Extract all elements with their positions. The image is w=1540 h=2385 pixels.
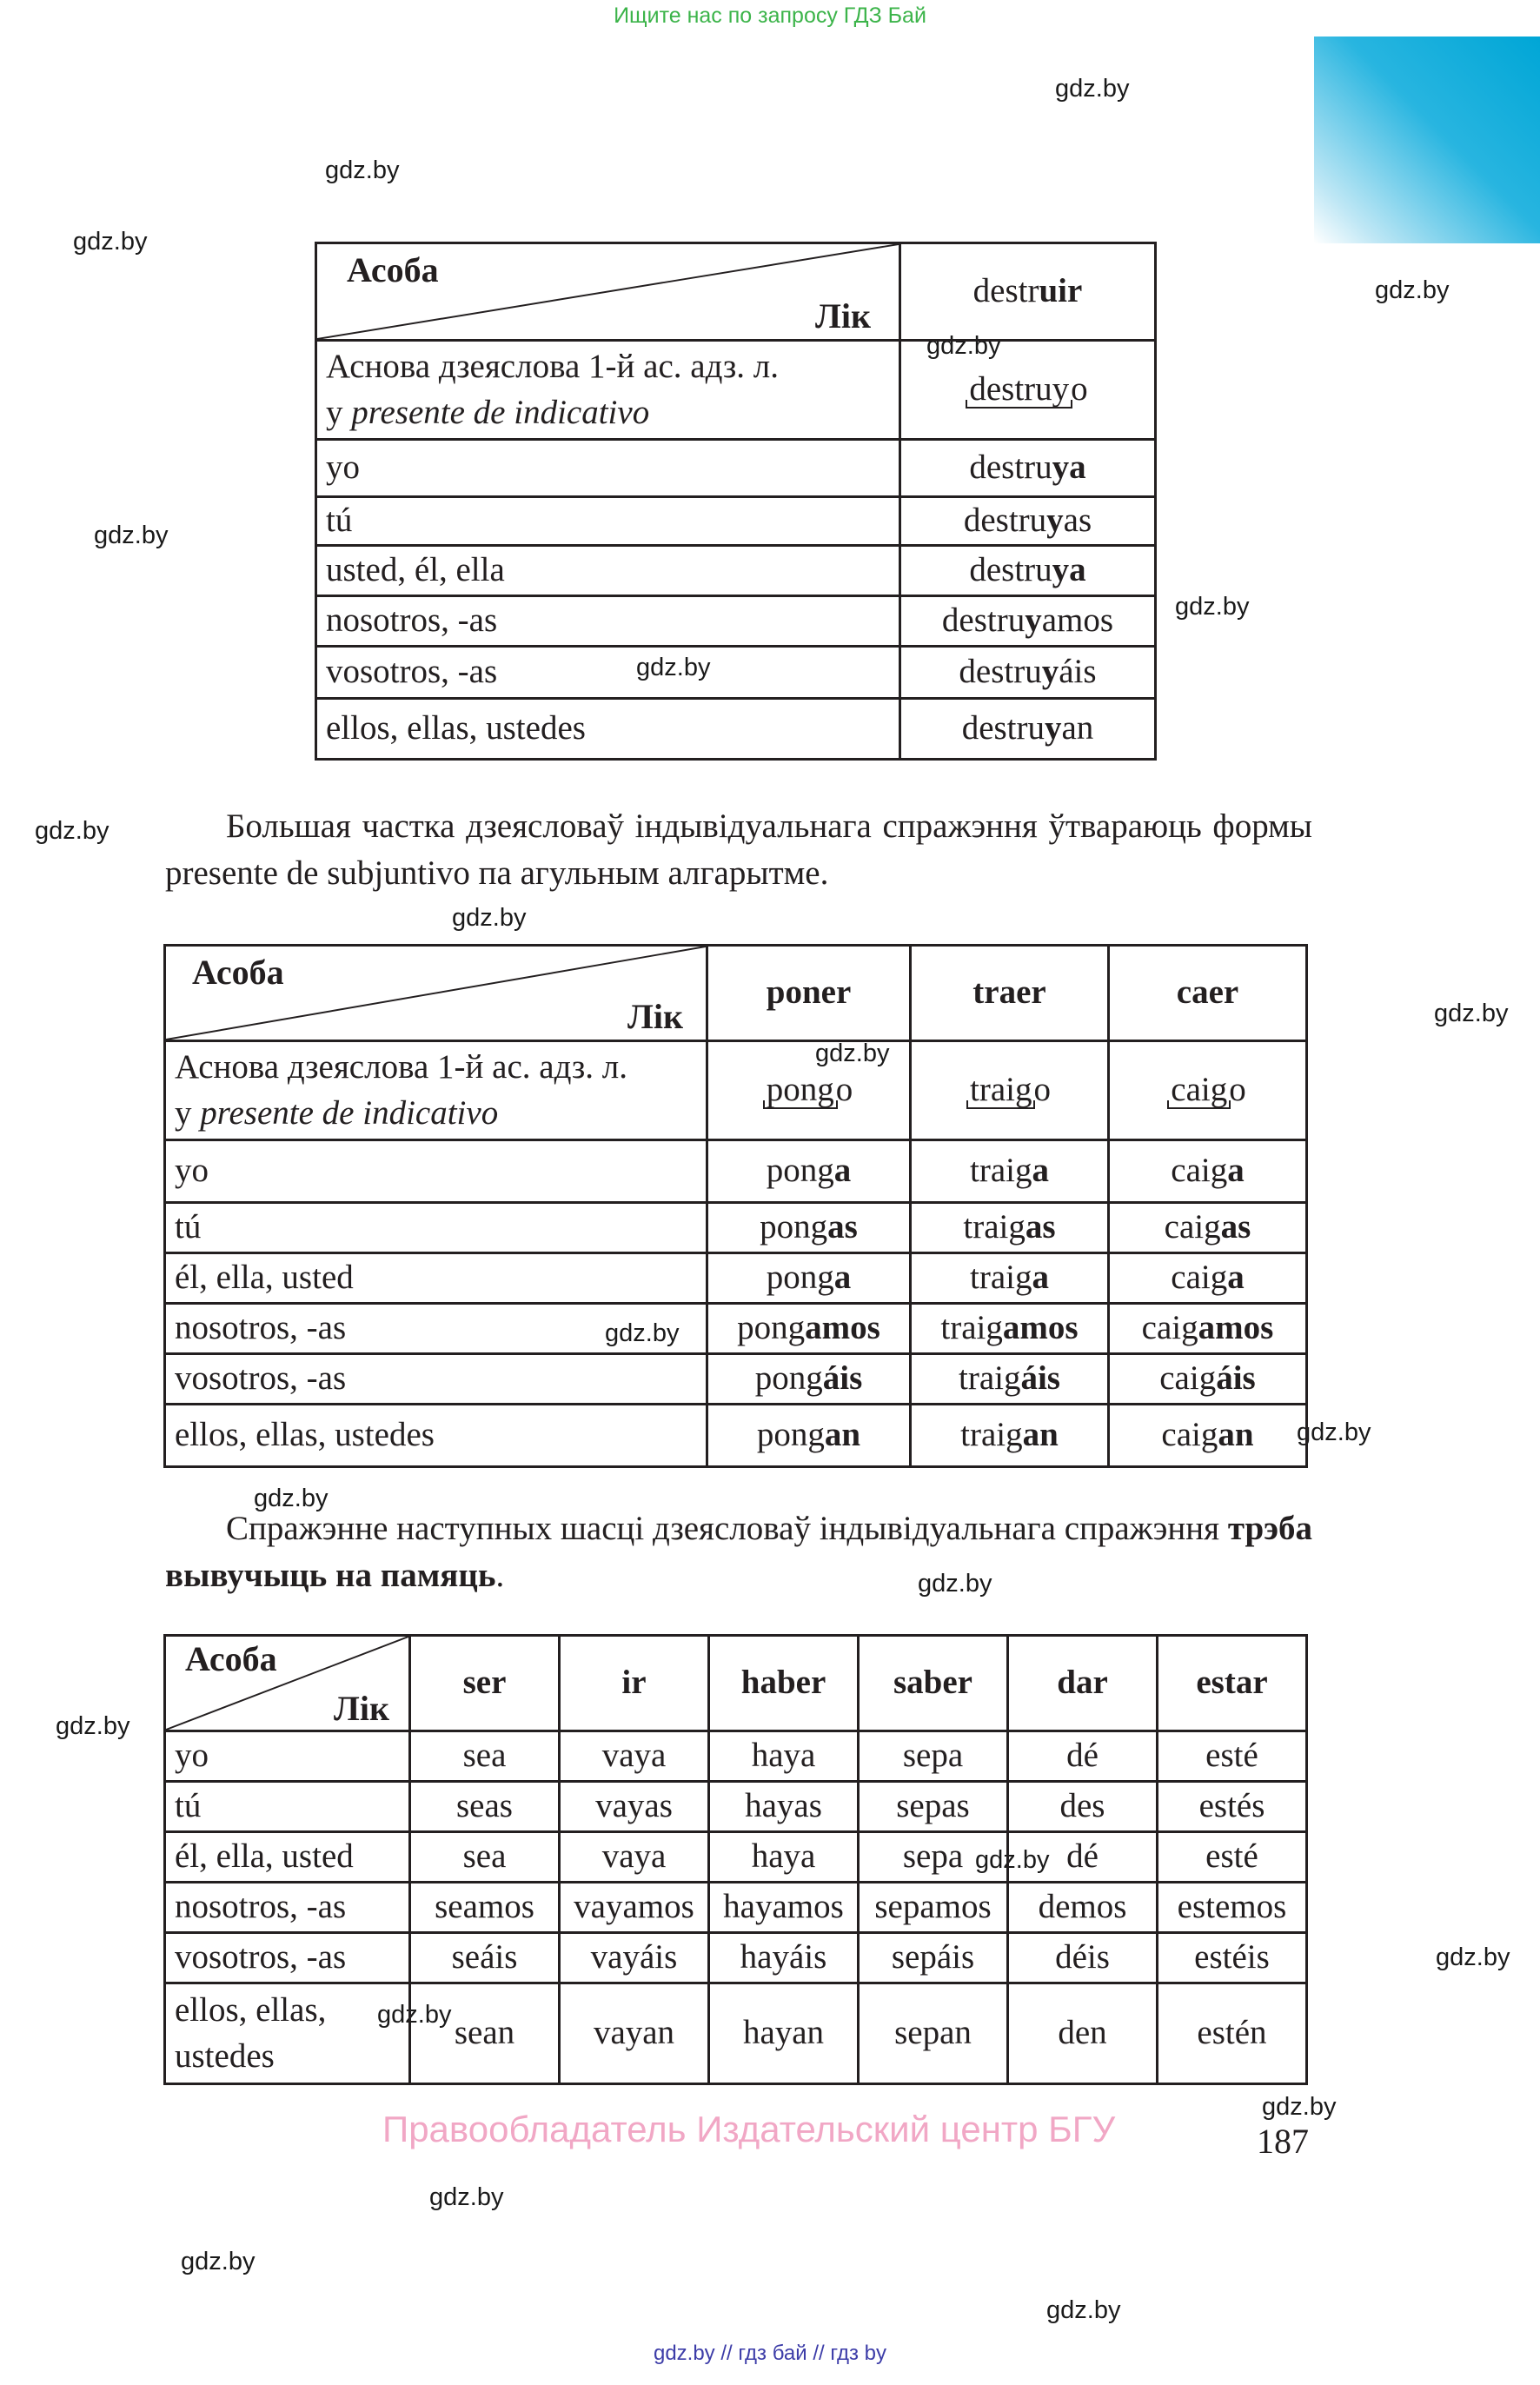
form-cell: caiga — [1109, 1253, 1307, 1304]
form-cell: vayamos — [560, 1883, 709, 1933]
form-cell: haya — [709, 1832, 859, 1883]
header-note: Ищите нас по запросу ГДЗ Бай — [614, 3, 926, 28]
watermark: gdz.by — [377, 2001, 452, 2029]
stem-form-cell: traigo — [911, 1041, 1109, 1140]
form-cell: sea — [410, 1832, 560, 1883]
form-cell: vayas — [560, 1782, 709, 1832]
form-cell: hayan — [709, 1983, 859, 2084]
conjugation-table-destruir — [315, 242, 1157, 761]
watermark: gdz.by — [181, 2248, 256, 2275]
watermark: gdz.by — [1262, 2093, 1337, 2121]
footer-note: gdz.by // гдз бай // гдз by — [653, 2342, 887, 2365]
form-cell: estés — [1158, 1782, 1307, 1832]
form-cell: pongas — [707, 1203, 911, 1253]
watermark: gdz.by — [35, 817, 110, 845]
verb-header: traer — [911, 946, 1109, 1041]
watermark: gdz.by — [605, 1319, 680, 1347]
form-cell: caigamos — [1109, 1304, 1307, 1354]
corner-label-number: Лік — [815, 296, 871, 335]
page-number: 187 — [1257, 2122, 1309, 2161]
form-cell: traigan — [911, 1405, 1109, 1467]
form-cell: destruya — [900, 440, 1156, 497]
watermark: gdz.by — [815, 1040, 890, 1067]
person-cell: él, ella, usted — [165, 1832, 410, 1883]
copyright-notice: Правообладатель Издательский центр БГУ — [382, 2109, 1116, 2149]
form-cell: traiga — [911, 1140, 1109, 1203]
person-cell: usted, él, ella — [316, 546, 900, 596]
table-corner-cell — [316, 243, 900, 341]
form-cell: sepáis — [859, 1933, 1008, 1983]
person-cell: tú — [165, 1203, 707, 1253]
watermark: gdz.by — [1055, 75, 1130, 103]
form-cell: sean — [410, 1983, 560, 2084]
person-cell: ellos, ellas, ustedes — [165, 1405, 707, 1467]
form-cell: vayan — [560, 1983, 709, 2084]
form-cell: traiga — [911, 1253, 1109, 1304]
form-cell: destruyáis — [900, 647, 1156, 699]
person-cell: ellos, ellas, ustedes — [316, 699, 900, 760]
form-cell: destruya — [900, 546, 1156, 596]
form-cell: des — [1008, 1782, 1158, 1832]
form-cell: seáis — [410, 1933, 560, 1983]
form-cell: estemos — [1158, 1883, 1307, 1933]
person-cell: tú — [165, 1782, 410, 1832]
watermark: gdz.by — [254, 1485, 329, 1512]
form-cell: ponga — [707, 1253, 911, 1304]
form-cell: vayáis — [560, 1933, 709, 1983]
watermark: gdz.by — [918, 1570, 992, 1598]
person-cell: nosotros, -as — [316, 596, 900, 647]
watermark: gdz.by — [926, 332, 1001, 360]
watermark: gdz.by — [325, 156, 400, 184]
watermark: gdz.by — [452, 904, 527, 932]
watermark: gdz.by — [1434, 1000, 1509, 1027]
person-cell: vosotros, -as — [165, 1354, 707, 1405]
form-cell: estén — [1158, 1983, 1307, 2084]
person-cell: tú — [316, 497, 900, 546]
stem-label-cell: Аснова дзеяслова 1-й ас. адз. л. у presente de indicativo — [316, 341, 900, 440]
verb-header: poner — [707, 946, 911, 1041]
corner-label-person: Асоба — [185, 1639, 277, 1678]
form-cell: dé — [1008, 1832, 1158, 1883]
stem-form-cell: pongo — [707, 1041, 911, 1140]
conjugation-table-irregular — [163, 1634, 1308, 2085]
form-cell: traigamos — [911, 1304, 1109, 1354]
watermark: gdz.by — [94, 522, 169, 549]
form-cell: sepa — [859, 1731, 1008, 1782]
form-cell: sepan — [859, 1983, 1008, 2084]
corner-decoration — [1314, 37, 1540, 243]
watermark: gdz.by — [1436, 1943, 1510, 1971]
form-cell: pongáis — [707, 1354, 911, 1405]
form-cell: sepas — [859, 1782, 1008, 1832]
table-corner-cell — [165, 946, 707, 1041]
corner-label-number: Лік — [334, 1689, 389, 1728]
verb-header: ir — [560, 1636, 709, 1731]
form-cell: caiga — [1109, 1140, 1307, 1203]
watermark: gdz.by — [429, 2183, 504, 2211]
watermark: gdz.by — [636, 654, 711, 681]
watermark: gdz.by — [1046, 2296, 1121, 2324]
person-cell: ellos, ellas, ustedes — [165, 1983, 410, 2084]
person-cell: yo — [165, 1731, 410, 1782]
form-cell: sea — [410, 1731, 560, 1782]
form-cell: esté — [1158, 1731, 1307, 1782]
form-cell: traigas — [911, 1203, 1109, 1253]
watermark: gdz.by — [1175, 593, 1250, 621]
paragraph-2: Спражэнне наступных шасці дзеясловаў індывідуальнага спражэння трэба вывучыць на памяць. — [165, 1510, 1312, 1594]
form-cell: esté — [1158, 1832, 1307, 1883]
form-cell: pongan — [707, 1405, 911, 1467]
form-cell: destruyan — [900, 699, 1156, 760]
corner-label-number: Лік — [627, 997, 683, 1036]
person-cell: yo — [316, 440, 900, 497]
table-corner-cell — [165, 1636, 410, 1731]
watermark: gdz.by — [975, 1846, 1050, 1874]
stem-label-cell: Аснова дзеяслова 1-й ас. адз. л. у presente de indicativo — [165, 1041, 707, 1140]
form-cell: caigáis — [1109, 1354, 1307, 1405]
form-cell: hayáis — [709, 1933, 859, 1983]
person-cell: nosotros, -as — [165, 1304, 707, 1354]
form-cell: seas — [410, 1782, 560, 1832]
form-cell: sepamos — [859, 1883, 1008, 1933]
watermark: gdz.by — [73, 228, 148, 256]
verb-header: haber — [709, 1636, 859, 1731]
watermark: gdz.by — [1375, 276, 1450, 304]
person-cell: vosotros, -as — [316, 647, 900, 699]
person-cell: yo — [165, 1140, 707, 1203]
paragraph-1: Большая частка дзеясловаў індывідуальнага спражэння ўтвараюць формы presente de subjuntivo па агульным алгарытме. — [165, 807, 1312, 892]
conjugation-table-poner-traer-caer — [163, 944, 1308, 1468]
corner-label-person: Асоба — [347, 250, 439, 289]
form-cell: seamos — [410, 1883, 560, 1933]
verb-header: estar — [1158, 1636, 1307, 1731]
verb-header: ser — [410, 1636, 560, 1731]
form-cell: pongamos — [707, 1304, 911, 1354]
verb-header: saber — [859, 1636, 1008, 1731]
form-cell: caigas — [1109, 1203, 1307, 1253]
form-cell: hayamos — [709, 1883, 859, 1933]
form-cell: déis — [1008, 1933, 1158, 1983]
person-cell: nosotros, -as — [165, 1883, 410, 1933]
form-cell: vaya — [560, 1731, 709, 1782]
stem-form-cell: destruyo — [900, 341, 1156, 440]
form-cell: destruyamos — [900, 596, 1156, 647]
form-cell: vaya — [560, 1832, 709, 1883]
form-cell: dé — [1008, 1731, 1158, 1782]
form-cell: haya — [709, 1731, 859, 1782]
form-cell: caigan — [1109, 1405, 1307, 1467]
watermark: gdz.by — [56, 1712, 130, 1740]
form-cell: destruyas — [900, 497, 1156, 546]
form-cell: den — [1008, 1983, 1158, 2084]
person-cell: vosotros, -as — [165, 1933, 410, 1983]
watermark: gdz.by — [1297, 1418, 1371, 1446]
person-cell: él, ella, usted — [165, 1253, 707, 1304]
corner-label-person: Асоба — [192, 953, 284, 992]
stem-form-cell: caigo — [1109, 1041, 1307, 1140]
form-cell: demos — [1008, 1883, 1158, 1933]
verb-header: caer — [1109, 946, 1307, 1041]
form-cell: estéis — [1158, 1933, 1307, 1983]
verb-header: destruir — [900, 243, 1156, 341]
form-cell: ponga — [707, 1140, 911, 1203]
form-cell: traigáis — [911, 1354, 1109, 1405]
form-cell: hayas — [709, 1782, 859, 1832]
form-cell: sepa — [859, 1832, 1008, 1883]
verb-header: dar — [1008, 1636, 1158, 1731]
